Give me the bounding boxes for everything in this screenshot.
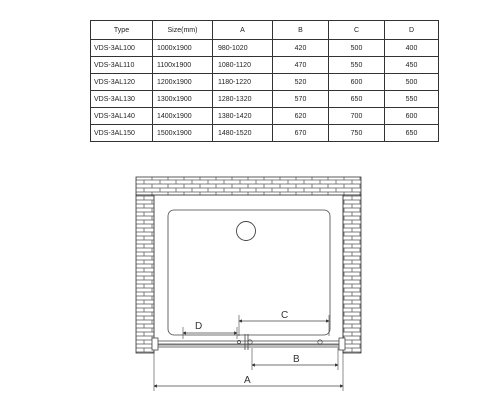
cell-c: 650 bbox=[329, 91, 385, 108]
label-a: A bbox=[244, 375, 251, 386]
cell-size: 1100x1900 bbox=[153, 57, 213, 74]
cell-b: 420 bbox=[273, 40, 329, 57]
brick-wall bbox=[136, 177, 361, 353]
cell-type: VDS-3AL130 bbox=[91, 91, 153, 108]
cell-size: 1300x1900 bbox=[153, 91, 213, 108]
cell-c: 550 bbox=[329, 57, 385, 74]
shower-tray bbox=[154, 195, 343, 345]
cell-type: VDS-3AL150 bbox=[91, 125, 153, 142]
cell-size: 1200x1900 bbox=[153, 74, 213, 91]
cell-d: 400 bbox=[385, 40, 439, 57]
cell-a: 980-1020 bbox=[213, 40, 273, 57]
header-c: C bbox=[329, 21, 385, 40]
cell-type: VDS-3AL140 bbox=[91, 108, 153, 125]
cell-b: 520 bbox=[273, 74, 329, 91]
cell-b: 620 bbox=[273, 108, 329, 125]
header-d: D bbox=[385, 21, 439, 40]
cell-c: 600 bbox=[329, 74, 385, 91]
dimension-d bbox=[183, 327, 237, 339]
cell-c: 750 bbox=[329, 125, 385, 142]
cell-d: 550 bbox=[385, 91, 439, 108]
cell-d: 450 bbox=[385, 57, 439, 74]
cell-d: 600 bbox=[385, 108, 439, 125]
cell-b: 670 bbox=[273, 125, 329, 142]
header-type: Type bbox=[91, 21, 153, 40]
cell-a: 1180-1220 bbox=[213, 74, 273, 91]
label-d: D bbox=[195, 321, 203, 332]
cell-a: 1480-1520 bbox=[213, 125, 273, 142]
drain-icon bbox=[237, 222, 256, 241]
cell-type: VDS-3AL120 bbox=[91, 74, 153, 91]
label-c: C bbox=[281, 310, 289, 321]
label-b: B bbox=[293, 354, 300, 365]
cell-d: 650 bbox=[385, 125, 439, 142]
cell-type: VDS-3AL100 bbox=[91, 40, 153, 57]
header-a: A bbox=[213, 21, 273, 40]
cell-a: 1080-1120 bbox=[213, 57, 273, 74]
header-size: Size(mm) bbox=[153, 21, 213, 40]
tray-basin bbox=[168, 210, 330, 335]
cell-a: 1280-1320 bbox=[213, 91, 273, 108]
cell-type: VDS-3AL110 bbox=[91, 57, 153, 74]
cell-size: 1400x1900 bbox=[153, 108, 213, 125]
cell-size: 1500x1900 bbox=[153, 125, 213, 142]
cell-a: 1380-1420 bbox=[213, 108, 273, 125]
cell-c: 700 bbox=[329, 108, 385, 125]
header-b: B bbox=[273, 21, 329, 40]
cell-size: 1000x1900 bbox=[153, 40, 213, 57]
cell-c: 500 bbox=[329, 40, 385, 57]
cell-b: 470 bbox=[273, 57, 329, 74]
door-rail bbox=[152, 334, 345, 350]
cell-d: 500 bbox=[385, 74, 439, 91]
cell-b: 570 bbox=[273, 91, 329, 108]
